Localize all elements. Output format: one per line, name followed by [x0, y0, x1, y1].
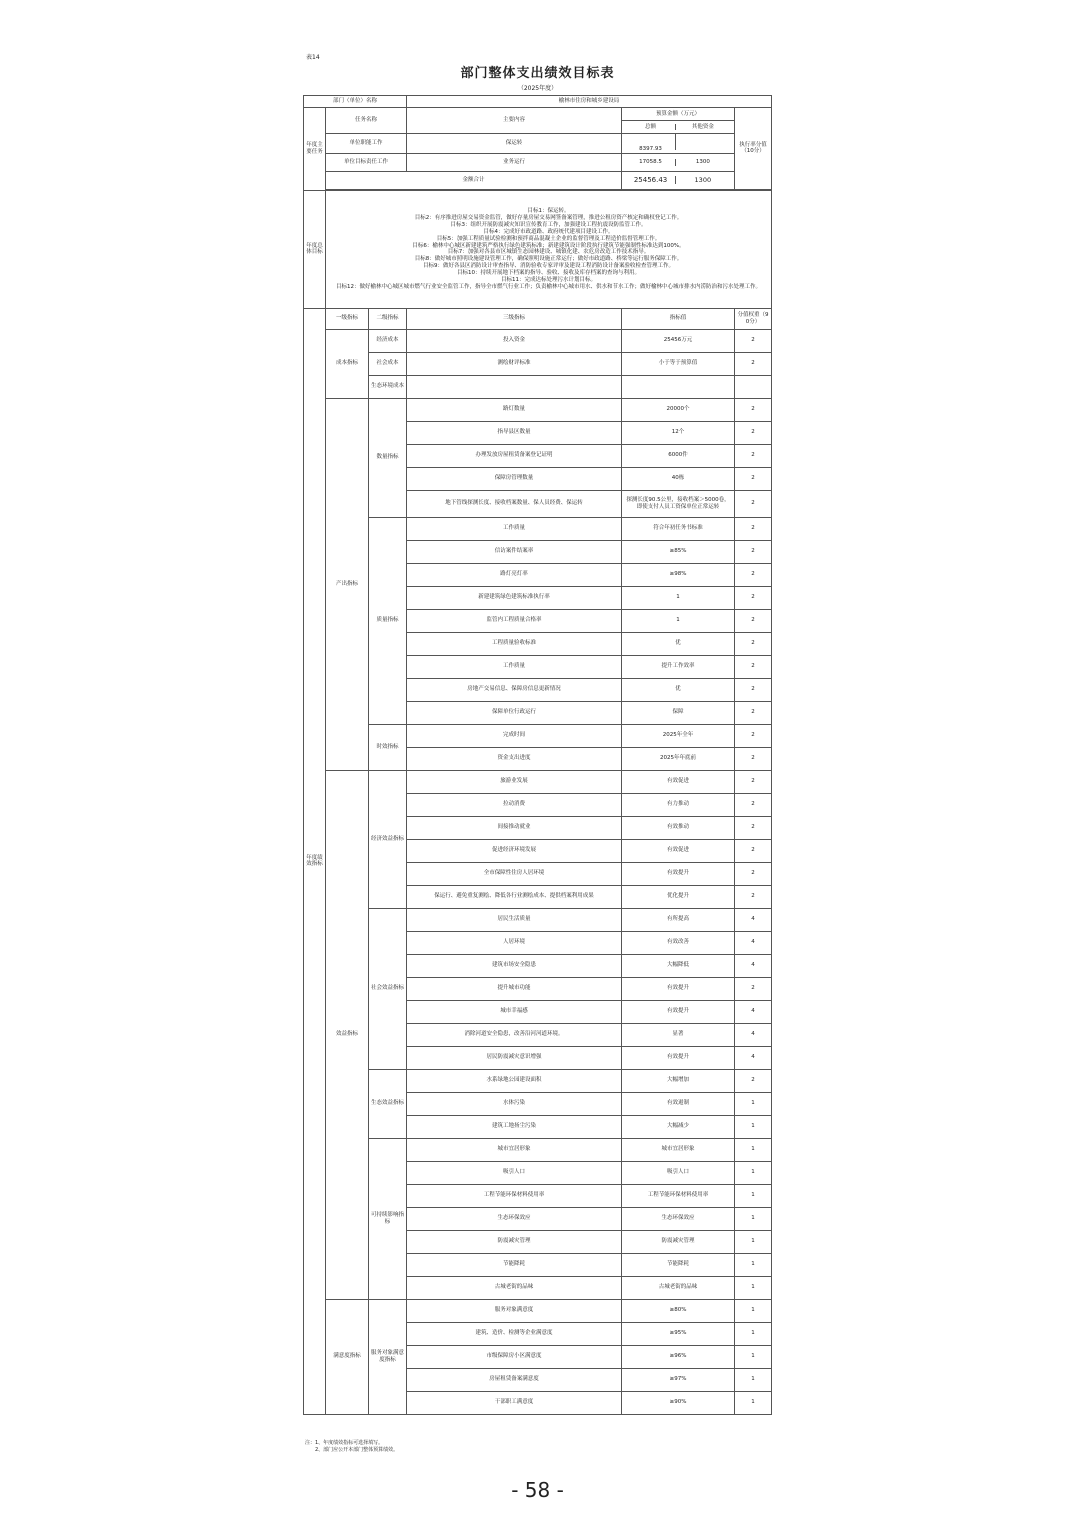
- weight-cell: 2: [735, 977, 772, 1000]
- value-cell: 有效改善: [622, 931, 735, 954]
- weight-cell: 2: [735, 421, 772, 444]
- level3-cell: 保运行、避免重复测绘、降低各行业测绘成本、提供档案利用成果: [407, 885, 622, 908]
- goal-item: 目标8：做好城市照明设施建设管理工作，确保照明设施正常运行；做好市政道路、桥梁等运行服务保障工作。: [414, 256, 683, 263]
- value-cell: 12个: [622, 421, 735, 444]
- weight-cell: 2: [735, 444, 772, 467]
- value-cell: 大幅降低: [622, 954, 735, 977]
- level3-cell: 吸引人口: [407, 1161, 622, 1184]
- weight-cell: 2: [735, 655, 772, 678]
- task-total: 17058.5: [639, 158, 662, 165]
- task-other: 1300: [675, 159, 730, 166]
- weight-cell: 2: [735, 793, 772, 816]
- indicator-row: [304, 724, 772, 747]
- value-cell: 1: [622, 609, 735, 632]
- other-funds-header: 其他资金: [675, 124, 730, 131]
- indicator-row: [304, 375, 772, 398]
- weight-cell: 4: [735, 1023, 772, 1046]
- task-content-cell: 保运转: [407, 134, 622, 154]
- level3-cell: 资金支出进度: [407, 747, 622, 770]
- level3-cell: 旅游业发展: [407, 770, 622, 793]
- value-cell: 有效提升: [622, 862, 735, 885]
- weight-cell: [735, 375, 772, 398]
- task-content-cell: 业务运行: [407, 153, 622, 171]
- goal-item: 目标12：做好榆林中心城区城市燃气行业安全监管工作，指导全市燃气行业工作；负责榆林中心城市用水、供水和节水工作；做好榆林中心城市排水内涝防治和污水处理工作。: [336, 283, 762, 290]
- weight-cell: 2: [735, 770, 772, 793]
- value-cell: 城市宜居形象: [622, 1138, 735, 1161]
- weight-cell: 2: [735, 563, 772, 586]
- goal-item: 目标7：加强对各县市区城镇生态园林建设、城镇化建、农危房改造工作技术指导。: [447, 249, 650, 256]
- value-cell: 6000件: [622, 444, 735, 467]
- weight-cell: 2: [735, 885, 772, 908]
- performance-table: [303, 95, 772, 1415]
- page-title: 部门整体支出绩效目标表: [460, 66, 615, 81]
- goal-item: 目标11：完成达标处理污水计划目标。: [501, 276, 597, 283]
- value-cell: 保障: [622, 701, 735, 724]
- level3-cell: 建筑市场安全隐患: [407, 954, 622, 977]
- level3-cell: 古城老街的品味: [407, 1276, 622, 1299]
- total-header: 总额: [645, 123, 657, 130]
- level3-cell: 房地产交易信息、保障房信息更新情况: [407, 678, 622, 701]
- weight-cell: 2: [735, 862, 772, 885]
- level3-cell: 工作质量: [407, 517, 622, 540]
- level3-cell: 完成时间: [407, 724, 622, 747]
- goal-item: 目标5：加强工程质量试验检测和预拌商品混凝土企业的监督管理及工程造价监督管理工作。: [436, 235, 661, 242]
- value-cell: 有效提升: [622, 1000, 735, 1023]
- goal-item: 目标10：持续开展地下档案的指导、验收、接收及库存档案的查询与利用。: [457, 270, 641, 276]
- level3-cell: 拉动消费: [407, 793, 622, 816]
- level2-cell: 质量指标: [369, 517, 407, 724]
- budget-header: 预算金额（万元）: [622, 108, 735, 121]
- value-cell: 显著: [622, 1023, 735, 1046]
- indicator-row: [304, 398, 772, 421]
- level2-header: 二级指标: [369, 308, 407, 329]
- task-name-cell: 单位职能工作: [326, 134, 407, 154]
- goal-item: 目标4：完成好市政道路、政府统代建项目建设工作。: [483, 228, 614, 235]
- value-cell: ≥96%: [622, 1345, 735, 1368]
- level3-cell: 居民防震减灾意识增强: [407, 1046, 622, 1069]
- level3-cell: 建筑、造价、检测等企业满意度: [407, 1322, 622, 1345]
- level3-cell: 水系绿地公园建设面积: [407, 1069, 622, 1092]
- weight-cell: 2: [735, 490, 772, 517]
- value-cell: 优: [622, 678, 735, 701]
- goal-item: 目标2：有序推进房屋交易资金监管，做好存量房屋交易网签备案管理，推进公租房资产核定和确权登记工作。: [414, 215, 683, 221]
- weight-cell: 2: [735, 329, 772, 352]
- weight-cell: 2: [735, 724, 772, 747]
- weight-cell: 1: [735, 1299, 772, 1322]
- value-cell: 有力推动: [622, 793, 735, 816]
- level3-cell: 房屋租赁备案满意度: [407, 1368, 622, 1391]
- weight-cell: 2: [735, 467, 772, 490]
- level2-cell: 社会效益指标: [369, 908, 407, 1069]
- weight-cell: 2: [735, 701, 772, 724]
- value-cell: ≥97%: [622, 1368, 735, 1391]
- level3-cell: 水体污染: [407, 1092, 622, 1115]
- indicator-row: [304, 1138, 772, 1161]
- value-cell: 有效促进: [622, 770, 735, 793]
- value-cell: ≥85%: [622, 540, 735, 563]
- level3-cell: 干部职工满意度: [407, 1391, 622, 1414]
- level3-cell: 地下管线探测长度、接收档案数量、保人员经费、保运转: [407, 490, 622, 517]
- level3-header: 三级指标: [407, 308, 622, 329]
- weight-cell: 2: [735, 540, 772, 563]
- goal-item: 目标6：榆林中心城区新建建筑严格执行绿色建筑标准；新建建筑设计阶段执行建筑节能强制性标准达到100%。: [412, 242, 685, 249]
- goal-item: 目标1：保运转。: [527, 208, 570, 215]
- level3-cell: 市级保障房小区满意度: [407, 1345, 622, 1368]
- level3-cell: 防震减灾管理: [407, 1230, 622, 1253]
- indicator-row: [304, 329, 772, 352]
- task-other: [675, 134, 730, 150]
- value-cell: 20000个: [622, 398, 735, 421]
- table-tag: 表14: [306, 54, 320, 61]
- footnote-1: 注：1、年度绩效指标可选择填写。: [305, 1440, 384, 1446]
- weight-cell: 2: [735, 678, 772, 701]
- value-cell: [622, 375, 735, 398]
- level3-cell: 节能降耗: [407, 1253, 622, 1276]
- weight-cell: 1: [735, 1253, 772, 1276]
- sum-budget-cell: [622, 171, 735, 189]
- level3-cell: [407, 375, 622, 398]
- level2-cell: 数量指标: [369, 398, 407, 517]
- value-cell: 防震减灾管理: [622, 1230, 735, 1253]
- indicator-row: [304, 1299, 772, 1322]
- value-cell: 有所提高: [622, 908, 735, 931]
- indicator-row: [304, 517, 772, 540]
- level2-cell: 生态环境成本: [369, 375, 407, 398]
- sum-label: 金额合计: [326, 171, 622, 189]
- level3-cell: 监管内工程质量合格率: [407, 609, 622, 632]
- value-cell: 有效推动: [622, 816, 735, 839]
- task-budget-cell: [622, 153, 735, 171]
- level2-cell: 时效指标: [369, 724, 407, 770]
- task-budget-cell: [622, 134, 735, 154]
- value-cell: ≥80%: [622, 1299, 735, 1322]
- weight-cell: 1: [735, 1161, 772, 1184]
- weight-cell: 4: [735, 1000, 772, 1023]
- value-cell: 大幅减少: [622, 1115, 735, 1138]
- weight-cell: 1: [735, 1092, 772, 1115]
- sum-total: 25456.43: [633, 175, 668, 184]
- level3-cell: 信访案件结案率: [407, 540, 622, 563]
- exec-rate-header: 执行率分值（10分）: [735, 108, 772, 190]
- weight-cell: 4: [735, 908, 772, 931]
- weight-cell: 1: [735, 1138, 772, 1161]
- value-cell: 探测长度90.5公里，接收档案＞5000卷，即使支付人员工资保单位正常运转: [622, 490, 735, 517]
- value-cell: 2025年年底前: [622, 747, 735, 770]
- level2-cell: 经济成本: [369, 329, 407, 352]
- value-cell: 小于等于预算值: [622, 352, 735, 375]
- level2-cell: 服务对象满意度指标: [369, 1299, 407, 1414]
- level3-cell: 保障单位行政运行: [407, 701, 622, 724]
- indicator-row: [304, 352, 772, 375]
- value-cell: 有效提升: [622, 977, 735, 1000]
- level3-cell: 人居环境: [407, 931, 622, 954]
- value-cell: 优: [622, 632, 735, 655]
- level3-cell: 投入资金: [407, 329, 622, 352]
- level3-cell: 促进经济环境发展: [407, 839, 622, 862]
- task-total: 8397.93: [639, 146, 662, 152]
- value-cell: ≥95%: [622, 1322, 735, 1345]
- value-cell: 有效促进: [622, 839, 735, 862]
- goals-label: 年度总体目标: [304, 190, 326, 308]
- value-cell: 古城老街的品味: [622, 1276, 735, 1299]
- level2-cell: 经济效益指标: [369, 770, 407, 908]
- weight-cell: 1: [735, 1207, 772, 1230]
- level1-cell: 效益指标: [326, 770, 369, 1299]
- weight-cell: 2: [735, 586, 772, 609]
- footnotes: [305, 1440, 398, 1454]
- level2-cell: 社会成本: [369, 352, 407, 375]
- weight-cell: 1: [735, 1230, 772, 1253]
- weight-cell: 2: [735, 816, 772, 839]
- value-cell: 大幅增加: [622, 1069, 735, 1092]
- level3-cell: 工程质量验收标准: [407, 632, 622, 655]
- weight-cell: 1: [735, 1391, 772, 1414]
- level3-cell: 路灯数量: [407, 398, 622, 421]
- value-cell: 1: [622, 586, 735, 609]
- level3-cell: 建筑工地扬尘污染: [407, 1115, 622, 1138]
- value-cell: 节能降耗: [622, 1253, 735, 1276]
- weight-cell: 1: [735, 1345, 772, 1368]
- level3-cell: 新建建筑绿色建筑标准执行率: [407, 586, 622, 609]
- level3-cell: 间接推动就业: [407, 816, 622, 839]
- level3-cell: 城市宜居形象: [407, 1138, 622, 1161]
- value-cell: 2025年全年: [622, 724, 735, 747]
- weight-cell: 2: [735, 517, 772, 540]
- value-cell: 优化提升: [622, 885, 735, 908]
- level3-cell: 工程节能环保材料使用率: [407, 1184, 622, 1207]
- table-body: [304, 96, 772, 1415]
- indicator-row: [304, 770, 772, 793]
- level3-cell: 提升城市功能: [407, 977, 622, 1000]
- level3-cell: 居民生活质量: [407, 908, 622, 931]
- weight-cell: 4: [735, 954, 772, 977]
- value-cell: 40栋: [622, 467, 735, 490]
- weight-cell: 2: [735, 1069, 772, 1092]
- weight-cell: 2: [735, 609, 772, 632]
- value-cell: 生态环保效应: [622, 1207, 735, 1230]
- weight-cell: 2: [735, 747, 772, 770]
- dept-name: 榆林市住房和城乡建设局: [407, 96, 772, 108]
- value-cell: 25456万元: [622, 329, 735, 352]
- level1-header: 一级指标: [326, 308, 369, 329]
- level2-cell: 可持续影响指标: [369, 1138, 407, 1299]
- weight-cell: 4: [735, 931, 772, 954]
- page-number: - 58 -: [511, 1478, 564, 1502]
- task-name-header: 任务名称: [326, 108, 407, 134]
- level3-cell: 保障房管理数量: [407, 467, 622, 490]
- weight-cell: 2: [735, 352, 772, 375]
- weight-cell: 2: [735, 632, 772, 655]
- level3-cell: 测绘财评标准: [407, 352, 622, 375]
- value-cell: 提升工作效率: [622, 655, 735, 678]
- dept-label: 部门（单位）名称: [304, 96, 407, 108]
- weight-header: 分值权重（90分）: [735, 308, 772, 329]
- level3-cell: 全市保障性住房人居环境: [407, 862, 622, 885]
- weight-cell: 1: [735, 1184, 772, 1207]
- content-header: 主要内容: [407, 108, 622, 134]
- level1-cell: 满意度指标: [326, 1299, 369, 1414]
- goal-item: 目标3：组织开展防震减灾知识宣传教育工作，加强建设工程抗震设防监管工作。: [450, 221, 647, 228]
- level3-cell: 城市幸福感: [407, 1000, 622, 1023]
- weight-cell: 2: [735, 839, 772, 862]
- level3-cell: 路灯亮灯率: [407, 563, 622, 586]
- value-cell: 工程节能环保材料使用率: [622, 1184, 735, 1207]
- weight-cell: 1: [735, 1322, 772, 1345]
- value-cell: ≥90%: [622, 1391, 735, 1414]
- value-cell: 有效提升: [622, 1046, 735, 1069]
- level3-cell: 工作质量: [407, 655, 622, 678]
- level3-cell: 办理发放房屋租赁备案登记证明: [407, 444, 622, 467]
- goal-item: 目标9：做好各县区消防设计审查指导、消防验收专家评审及建设工程消防设计备案验收检查管理工作。: [423, 263, 675, 270]
- task-name-cell: 单位目标责任工作: [326, 153, 407, 171]
- level1-cell: 产出指标: [326, 398, 369, 770]
- level3-cell: 生态环保效应: [407, 1207, 622, 1230]
- annual-tasks-label: 年度主要任务: [304, 108, 326, 191]
- weight-cell: 1: [735, 1276, 772, 1299]
- weight-cell: 1: [735, 1115, 772, 1138]
- goals-list: [326, 190, 772, 308]
- value-cell: 有效遏制: [622, 1092, 735, 1115]
- value-header: 指标值: [622, 308, 735, 329]
- level2-cell: 生态效益指标: [369, 1069, 407, 1138]
- footnote-2: 2、部门应公开本部门整体预算绩效。: [315, 1447, 399, 1453]
- indicator-row: [304, 1069, 772, 1092]
- value-cell: 吸引人口: [622, 1161, 735, 1184]
- sum-other: 1300: [675, 176, 730, 184]
- level3-cell: 服务对象满意度: [407, 1299, 622, 1322]
- weight-cell: 1: [735, 1368, 772, 1391]
- weight-cell: 2: [735, 398, 772, 421]
- level1-cell: 成本指标: [326, 329, 369, 398]
- weight-cell: 4: [735, 1046, 772, 1069]
- value-cell: ≥98%: [622, 563, 735, 586]
- indicator-row: [304, 908, 772, 931]
- level3-cell: 消除河道安全隐患，改善沿河河道环境。: [407, 1023, 622, 1046]
- year-label: （2025年度）: [517, 85, 558, 92]
- perf-label: 年度绩效指标: [304, 308, 326, 1414]
- level3-cell: 指导县区数量: [407, 421, 622, 444]
- value-cell: 符合年初任务书标准: [622, 517, 735, 540]
- budget-subheader: [622, 121, 735, 134]
